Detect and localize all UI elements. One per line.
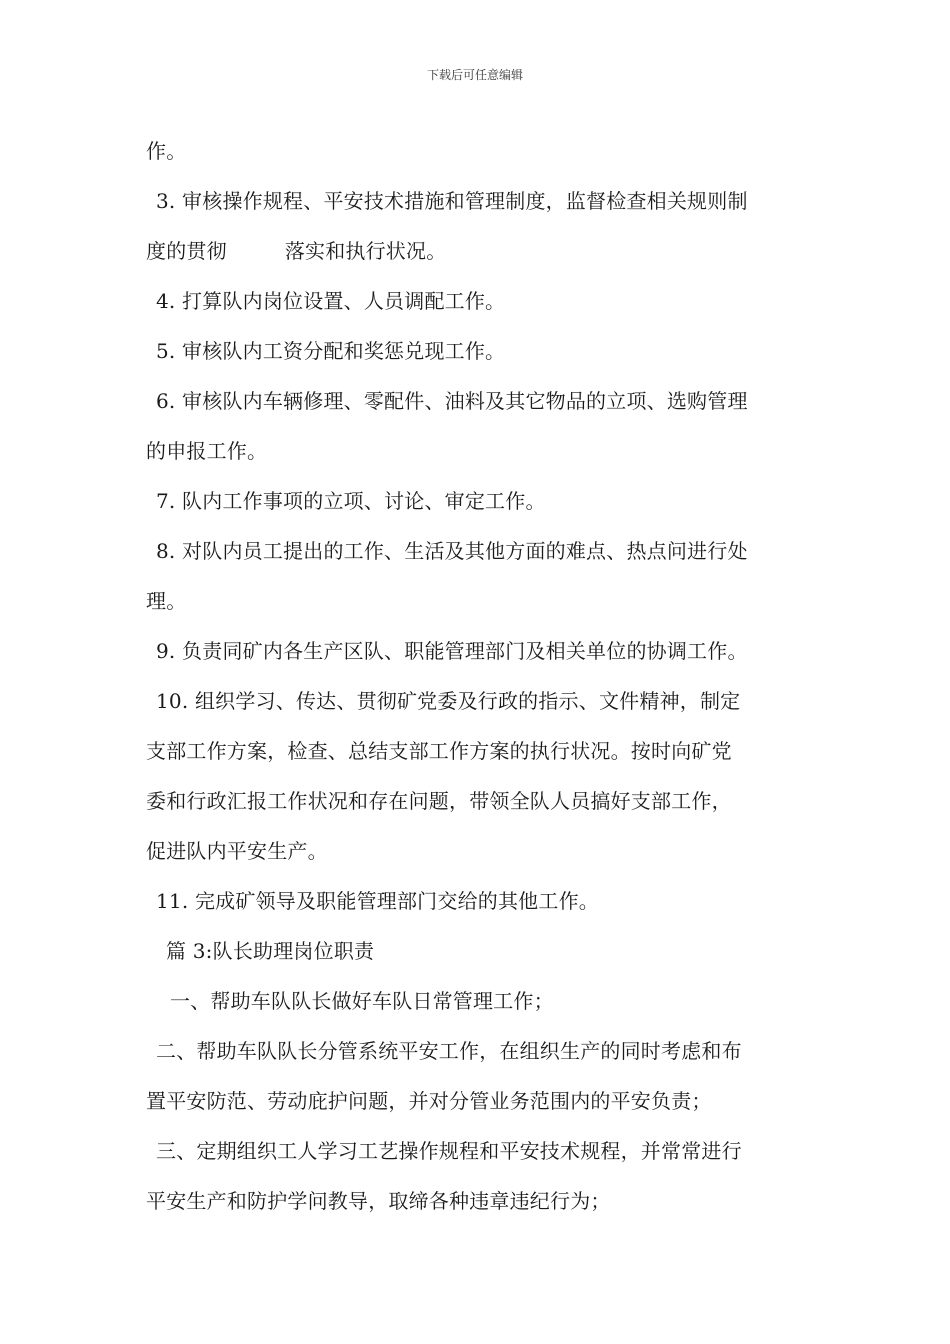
text-line bbox=[146, 126, 810, 176]
text-line bbox=[146, 1126, 810, 1176]
line-text: 平安生产和防护学问教导，取缔各种违章违纪行为； bbox=[146, 1189, 611, 1213]
text-line bbox=[146, 826, 810, 876]
text-line bbox=[146, 626, 810, 676]
line-text: 5. 审核队内工资分配和奖惩兑现工作。 bbox=[156, 339, 506, 363]
page-header: 下载后可任意编辑 bbox=[426, 68, 523, 82]
text-line bbox=[146, 376, 810, 426]
text-line bbox=[146, 876, 810, 926]
text-line bbox=[146, 276, 810, 326]
text-line bbox=[146, 726, 810, 776]
line-text: 7. 队内工作事项的立项、讨论、审定工作。 bbox=[156, 489, 546, 513]
line-text: 10. 组织学习、传达、贯彻矿党委及行政的指示、文件精神，制定 bbox=[156, 689, 741, 713]
line-text: 作。 bbox=[146, 139, 187, 163]
text-line bbox=[146, 1026, 810, 1076]
line-text: 置平安防范、劳动庇护问题，并对分管业务范围内的平安负责； bbox=[146, 1089, 712, 1113]
text-line bbox=[146, 576, 810, 626]
line-text: 9. 负责同矿内各生产区队、职能管理部门及相关单位的协调工作。 bbox=[156, 639, 748, 663]
line-text: 一、帮助车队队长做好车队日常管理工作； bbox=[170, 989, 554, 1013]
line-text: 支部工作方案，检查、总结支部工作方案的执行状况。按时向矿党 bbox=[146, 739, 732, 763]
text-line bbox=[146, 526, 810, 576]
text-line bbox=[146, 1076, 810, 1126]
text-line bbox=[146, 226, 810, 276]
section-heading bbox=[146, 926, 810, 976]
text-line bbox=[146, 326, 810, 376]
text-line bbox=[146, 676, 810, 726]
line-text: 的申报工作。 bbox=[146, 439, 268, 463]
text-line bbox=[146, 176, 810, 226]
line-text: 6. 审核队内车辆修理、零配件、油料及其它物品的立项、选购管理 bbox=[156, 389, 748, 413]
text-line bbox=[146, 776, 810, 826]
line-text: 4. 打算队内岗位设置、人员调配工作。 bbox=[156, 289, 506, 313]
line-text: 11. 完成矿领导及职能管理部门交给的其他工作。 bbox=[156, 889, 599, 913]
line-text: 促进队内平安生产。 bbox=[146, 839, 328, 863]
document-body bbox=[146, 126, 810, 1226]
text-line bbox=[146, 476, 810, 526]
line-text: 篇 3:队长助理岗位职责 bbox=[166, 939, 375, 963]
line-text: 二、帮助车队队长分管系统平安工作，在组织生产的同时考虑和布 bbox=[156, 1039, 742, 1063]
text-line bbox=[146, 976, 810, 1026]
line-text: 理。 bbox=[146, 589, 187, 613]
text-line bbox=[146, 1176, 810, 1226]
line-text: 度的贯彻 bbox=[146, 239, 227, 263]
line-text: 委和行政汇报工作状况和存在问题，带领全队人员搞好支部工作， bbox=[146, 789, 732, 813]
line-text: 8. 对队内员工提出的工作、生活及其他方面的难点、热点问进行处 bbox=[156, 539, 748, 563]
text-line bbox=[146, 426, 810, 476]
line-text: 3. 审核操作规程、平安技术措施和管理制度，监督检查相关规则制 bbox=[156, 189, 748, 213]
line-text: 三、定期组织工人学习工艺操作规程和平安技术规程，并常常进行 bbox=[156, 1139, 742, 1163]
line-text-continued: 落实和执行状况。 bbox=[284, 239, 447, 263]
